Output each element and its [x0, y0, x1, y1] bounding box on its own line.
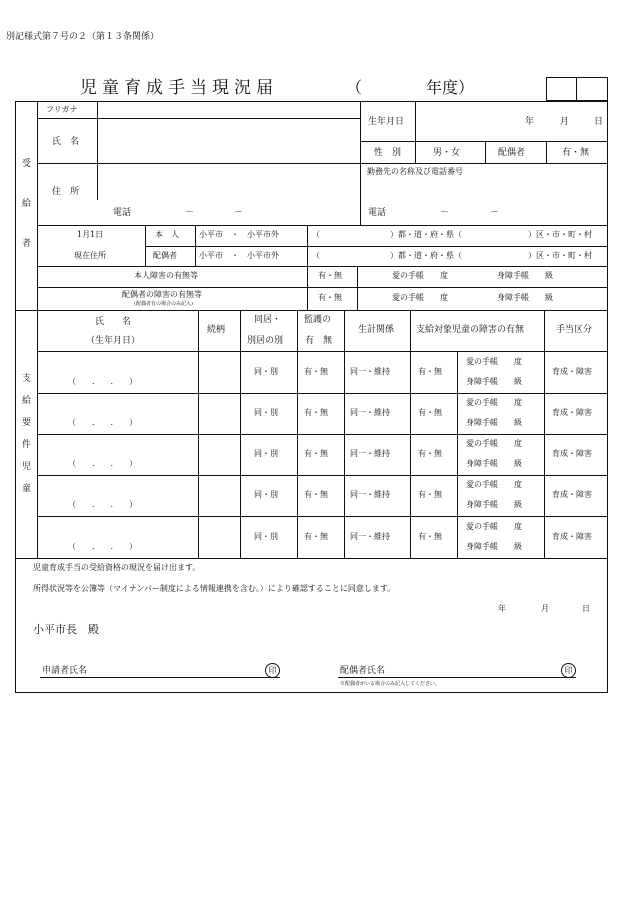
statement-text: 児童育成手当の受給資格の現況を届け出ます。 [33, 563, 201, 572]
child-disability[interactable]: 有・無 [418, 532, 442, 541]
spouse-ai-techo[interactable]: 愛の手帳 度 [392, 293, 448, 302]
work-phone-dash-1: － [440, 208, 450, 218]
spouse-options[interactable]: 有・無 [562, 148, 590, 158]
child-allowance-class[interactable]: 育成・障害 [552, 408, 592, 417]
birth-year-unit: 年 [525, 117, 535, 127]
sex-label: 性 別 [374, 148, 402, 158]
child-physical-techo[interactable]: 身障手帳 級 [466, 459, 522, 468]
spouse-ward[interactable]: ）区・市・町・村 [528, 251, 592, 260]
recipient-side-label-2: 給 [22, 199, 32, 209]
child-birth-date[interactable]: （ . . ） [68, 377, 138, 386]
spouse-row-label: 配偶者 [153, 251, 177, 260]
child-cohabit[interactable]: 同・別 [254, 367, 278, 376]
child-physical-techo[interactable]: 身障手帳 級 [466, 418, 522, 427]
date-day-unit: 日 [582, 604, 590, 613]
work-phone-label: 電話 [368, 208, 387, 218]
custody-header-1: 監護の [304, 315, 332, 325]
spouse-name-label: 配偶者氏名 [340, 666, 386, 676]
recipient-side-label-3: 者 [22, 239, 32, 249]
jan1-label: 1月1日 [77, 230, 104, 239]
child-birth-date[interactable]: （ . . ） [68, 542, 138, 551]
current-address-label: 現在住所 [74, 251, 106, 260]
spouse-seal-icon: 印 [561, 663, 576, 678]
recipient-side-label-1: 受 [22, 159, 32, 169]
furigana-field[interactable] [99, 103, 357, 116]
child-physical-techo[interactable]: 身障手帳 級 [466, 500, 522, 509]
child-birth-date[interactable]: （ . . ） [68, 459, 138, 468]
self-prefecture[interactable]: ）都・道・府・県（ [390, 230, 462, 239]
cohabit-header-1: 同居・ [254, 315, 282, 325]
child-birth-date[interactable]: （ . . ） [68, 418, 138, 427]
child-disability[interactable]: 有・無 [418, 449, 442, 458]
child-disability[interactable]: 有・無 [418, 408, 442, 417]
self-paren-open: （ [312, 230, 320, 239]
child-custody[interactable]: 有・無 [304, 490, 328, 499]
birth-date-field[interactable] [418, 104, 606, 138]
child-livelihood[interactable]: 同一・維持 [350, 449, 390, 458]
workplace-field[interactable] [363, 180, 606, 204]
child-name-header: 氏 名 [95, 317, 132, 327]
child-disability[interactable]: 有・無 [418, 367, 442, 376]
child-livelihood[interactable]: 同一・維持 [350, 367, 390, 376]
name-label: 氏 名 [52, 137, 80, 147]
child-cohabit[interactable]: 同・別 [254, 532, 278, 541]
self-disability-label: 本人障害の有無等 [134, 271, 198, 280]
date-year-unit: 年 [498, 604, 506, 613]
child-custody[interactable]: 有・無 [304, 532, 328, 541]
children-side-label-6: 童 [22, 484, 32, 494]
child-allowance-class[interactable]: 育成・障害 [552, 490, 592, 499]
applicant-name-label: 申請者氏名 [42, 666, 88, 676]
children-side-label-1: 支 [22, 374, 32, 384]
child-cohabit[interactable]: 同・別 [254, 408, 278, 417]
disability-header: 支給対象児童の障害の有無 [416, 325, 525, 335]
spouse-disability-label: 配偶者の障害の有無等 [122, 290, 202, 299]
custody-header-2: 有 無 [305, 336, 333, 346]
relation-header: 続柄 [207, 325, 226, 335]
spouse-disability-yes-no[interactable]: 有・無 [318, 293, 342, 302]
allowance-class-header: 手当区分 [556, 325, 593, 335]
child-allowance-class[interactable]: 育成・障害 [552, 532, 592, 541]
child-custody[interactable]: 有・無 [304, 408, 328, 417]
spouse-disability-note: (配偶者有の場合のみ記入) [134, 301, 193, 307]
child-custody[interactable]: 有・無 [304, 449, 328, 458]
work-phone-dash-2: － [490, 208, 500, 218]
spouse-prefecture[interactable]: ）都・道・府・県（ [390, 251, 462, 260]
child-allowance-class[interactable]: 育成・障害 [552, 449, 592, 458]
child-ai-techo[interactable]: 愛の手帳 度 [466, 480, 522, 489]
form-number: 別記様式第７号の２（第１３条関係） [6, 32, 160, 42]
applicant-name-field[interactable] [100, 662, 260, 676]
child-cohabit[interactable]: 同・別 [254, 490, 278, 499]
children-side-label-3: 要 [22, 418, 32, 428]
sex-options[interactable]: 男・女 [433, 148, 461, 158]
name-field[interactable] [99, 121, 357, 161]
child-ai-techo[interactable]: 愛の手帳 度 [466, 522, 522, 531]
home-phone-label: 電話 [113, 208, 132, 218]
date-month-unit: 月 [541, 604, 549, 613]
spouse-city-option[interactable]: 小平市 ・ 小平市外 [199, 251, 279, 260]
spouse-paren-open: （ [312, 251, 320, 260]
form-title: 児童育成手当現況届 [80, 78, 278, 98]
furigana-label: フリガナ [46, 105, 78, 114]
fiscal-year-open: （ [346, 78, 363, 97]
child-livelihood[interactable]: 同一・維持 [350, 490, 390, 499]
cohabit-header-2: 別居の別 [247, 336, 284, 346]
child-cohabit[interactable]: 同・別 [254, 449, 278, 458]
children-side-label-4: 件 [22, 440, 32, 450]
spouse-physical-techo[interactable]: 身障手帳 級 [497, 293, 553, 302]
spouse-label: 配偶者 [498, 148, 526, 158]
workplace-label: 勤務先の名称及び電話番号 [367, 167, 463, 176]
child-livelihood[interactable]: 同一・維持 [350, 408, 390, 417]
home-phone-dash-1: － [185, 208, 195, 218]
spouse-name-field[interactable] [400, 662, 555, 676]
children-side-label-5: 児 [22, 462, 32, 472]
child-livelihood[interactable]: 同一・維持 [350, 532, 390, 541]
spouse-note: ※配偶者がいる場合のみ記入してください。 [340, 681, 441, 687]
birth-month-unit: 月 [560, 117, 570, 127]
self-disability-yes-no[interactable]: 有・無 [318, 271, 342, 280]
address-field[interactable] [99, 166, 357, 202]
fiscal-year-suffix: 年度） [426, 78, 475, 97]
child-ai-techo[interactable]: 愛の手帳 度 [466, 398, 522, 407]
consent-text: 所得状況等を公簿等（マイナンバー制度による情報連携を含む。）により確認することに同意します。 [33, 584, 396, 593]
child-ai-techo[interactable]: 愛の手帳 度 [466, 439, 522, 448]
self-city-option[interactable]: 小平市 ・ 小平市外 [199, 230, 279, 239]
children-side-label-2: 給 [22, 396, 32, 406]
home-phone-dash-2: － [234, 208, 244, 218]
self-ai-techo[interactable]: 愛の手帳 度 [392, 271, 448, 280]
addressee: 小平市長 殿 [33, 623, 99, 636]
address-label: 住 所 [52, 187, 80, 197]
birth-day-unit: 日 [594, 117, 604, 127]
child-custody[interactable]: 有・無 [304, 367, 328, 376]
office-use-boxes [546, 77, 608, 101]
child-ai-techo[interactable]: 愛の手帳 度 [466, 357, 522, 366]
child-birth-header: （生年月日） [86, 336, 141, 346]
self-physical-techo[interactable]: 身障手帳 級 [497, 271, 553, 280]
child-allowance-class[interactable]: 育成・障害 [552, 367, 592, 376]
self-ward[interactable]: ）区・市・町・村 [528, 230, 592, 239]
self-label: 本 人 [155, 230, 179, 239]
applicant-seal-icon: 印 [265, 663, 280, 678]
birth-date-label: 生年月日 [368, 117, 405, 127]
child-physical-techo[interactable]: 身障手帳 級 [466, 542, 522, 551]
livelihood-header: 生計関係 [358, 325, 395, 335]
child-physical-techo[interactable]: 身障手帳 級 [466, 377, 522, 386]
child-birth-date[interactable]: （ . . ） [68, 500, 138, 509]
child-disability[interactable]: 有・無 [418, 490, 442, 499]
